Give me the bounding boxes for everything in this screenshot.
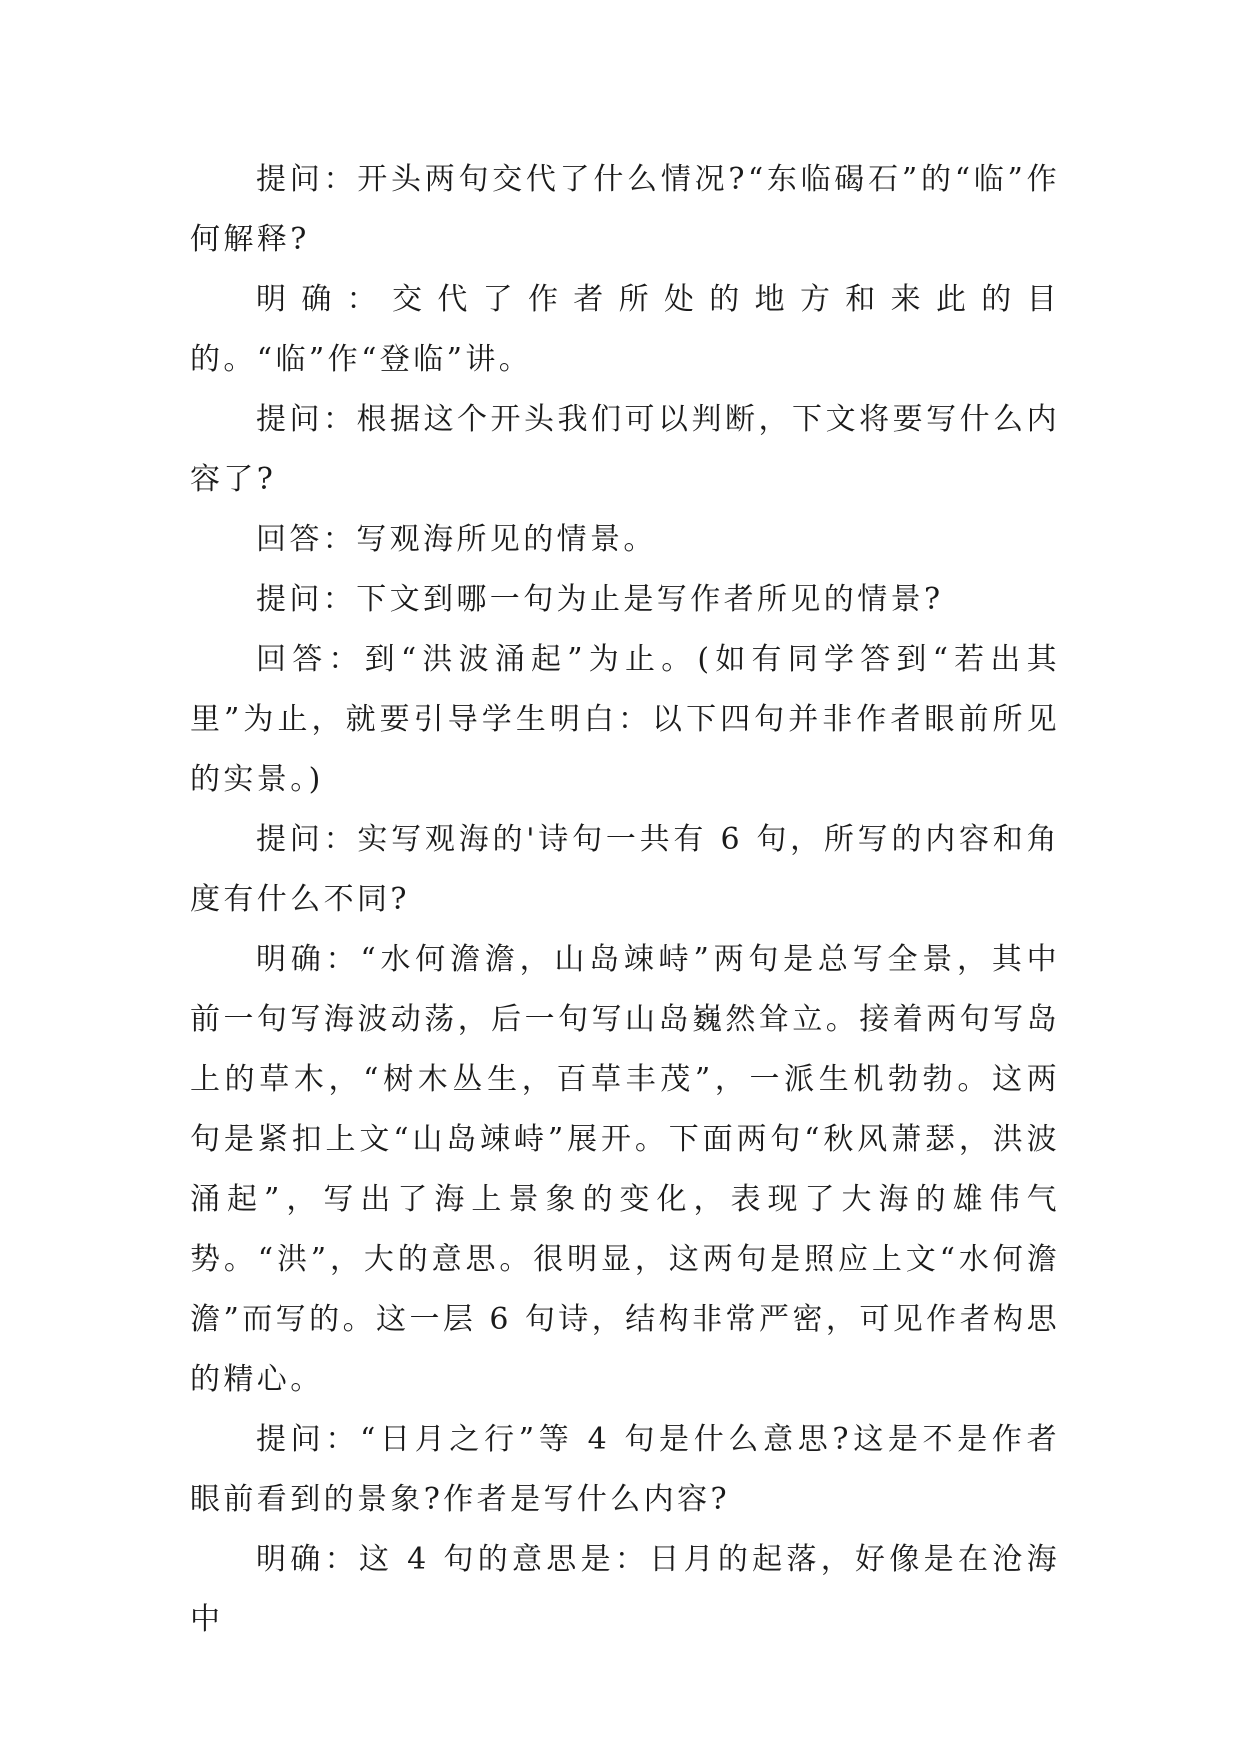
paragraph-reply-next-content: 回答：写观海所见的情景。 xyxy=(256,522,657,557)
paragraph-reply-scene-end: 回答：到“洪波涌起”为止。(如有同学答到“若出其里”为止，就要引导学生明白：以下四句并非作者眼前所见的实景。) xyxy=(190,642,1060,797)
paragraph-answer-sun-moon: 明确：这 4 句的意思是：日月的起落，好像是在沧海中 xyxy=(190,1542,1060,1637)
paragraph-question-opening: 提问：开头两句交代了什么情况?“东临碣石”的“临”作何解释? xyxy=(190,162,1060,257)
paragraph-question-next-content: 提问：根据这个开头我们可以判断，下文将要写什么内容了? xyxy=(190,402,1060,497)
paragraph-question-six-lines: 提问：实写观海的'诗句一共有 6 句，所写的内容和角度有什么不同? xyxy=(190,822,1060,917)
paragraph-question-sun-moon: 提问：“日月之行”等 4 句是什么意思?这是不是作者眼前看到的景象?作者是写什么内容? xyxy=(190,1422,1060,1517)
paragraph-answer-opening: 明确：交代了作者所处的地方和来此的目的。“临”作“登临”讲。 xyxy=(190,282,1060,377)
paragraph-answer-six-lines: 明确：“水何澹澹，山岛竦峙”两句是总写全景，其中前一句写海波动荡，后一句写山岛巍然耸立。接着两句写岛上的草木，“树木丛生，百草丰茂”，一派生机勃勃。这两句是紧扣上文“山岛竦峙”展开。下面两句“秋风萧瑟，洪波涌起”，写出了海上景象的变化，表现了大海的雄伟气势。“洪”，大的意思。很明显，这两句是照应上文“水何澹澹”而写的。这一层 6 句诗，结构非常严密，可见作者构思的精心。 xyxy=(190,942,1060,1397)
document-body xyxy=(190,150,1060,1650)
paragraph-question-scene-end: 提问：下文到哪一句为止是写作者所见的情景? xyxy=(256,582,944,617)
